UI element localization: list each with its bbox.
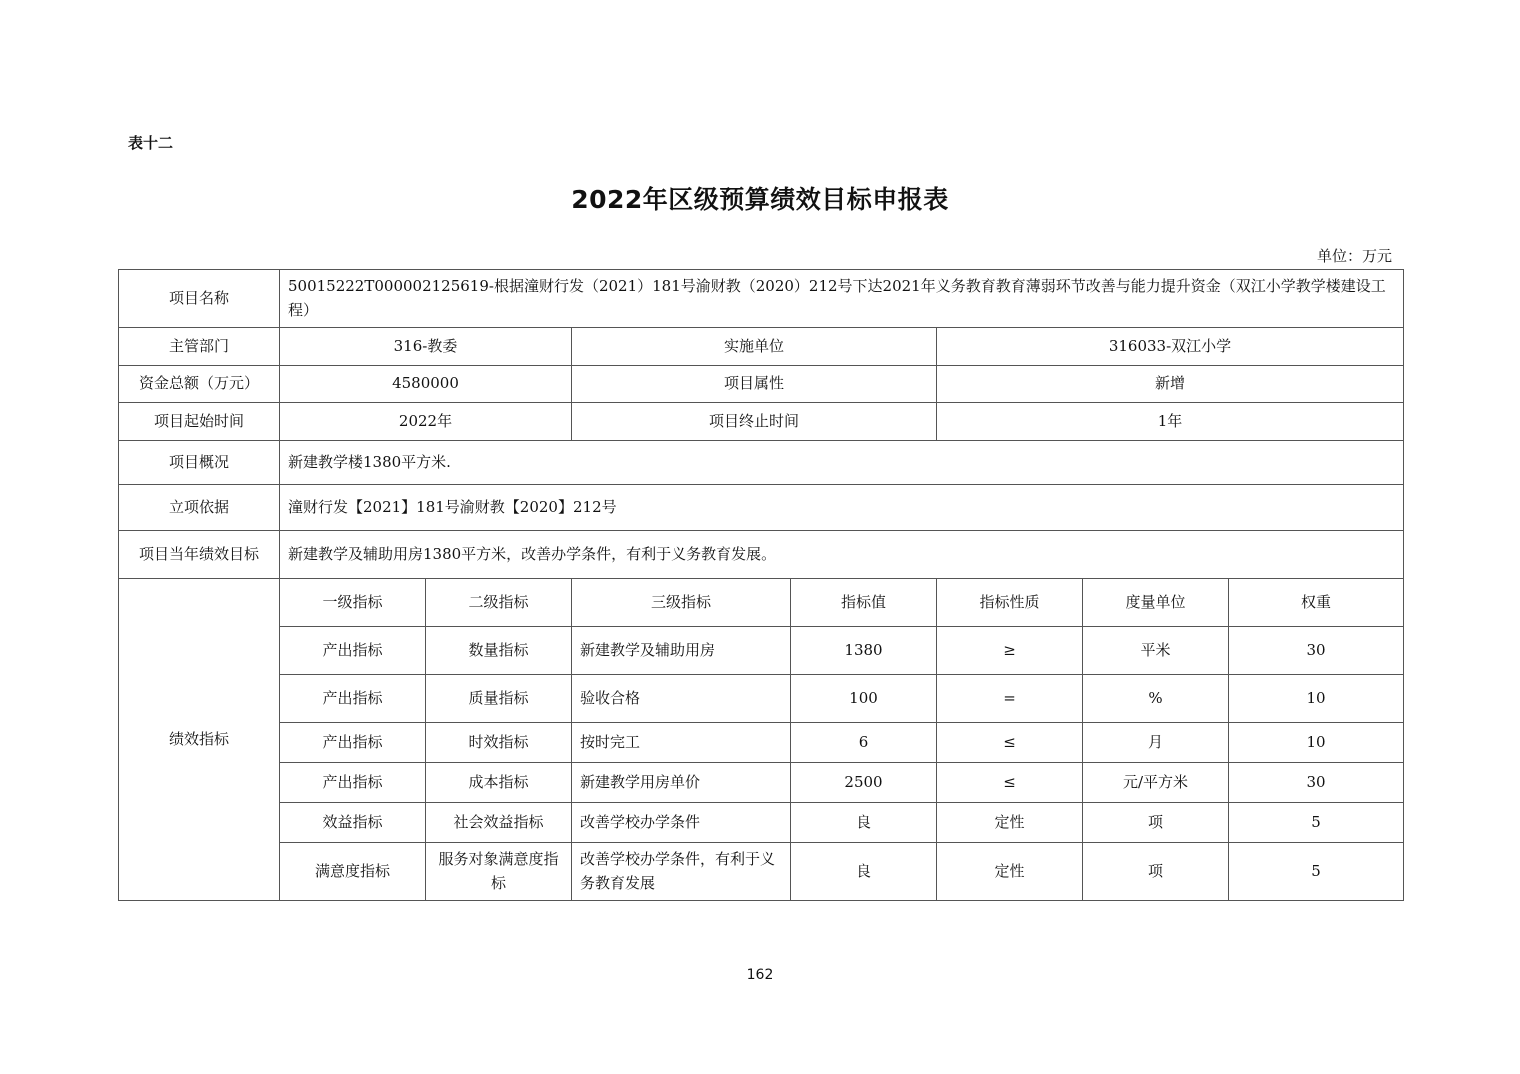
row-basis [119,485,1404,531]
unit-cell: % [1083,675,1229,723]
department-value: 316-教委 [280,328,572,366]
unit-cell: 元/平方米 [1083,763,1229,803]
nature-cell: ≥ [937,627,1083,675]
header-unit: 度量单位 [1083,579,1229,627]
row-project-name [119,270,1404,328]
start-time-value: 2022年 [280,403,572,441]
table-row [119,803,1404,843]
table-row [119,627,1404,675]
level2-cell: 数量指标 [426,627,572,675]
nature-cell: 定性 [937,843,1083,901]
annual-goal-value: 新建教学及辅助用房1380平方米，改善办学条件，有利于义务教育发展。 [280,531,1404,579]
weight-cell: 10 [1229,723,1404,763]
row-time [119,403,1404,441]
table-row [119,763,1404,803]
end-time-label: 项目终止时间 [572,403,937,441]
overview-label: 项目概况 [119,441,280,485]
fund-total-label: 资金总额（万元） [119,366,280,403]
level3-cell: 验收合格 [572,675,791,723]
project-name-value: 50015222T000002125619-根据潼财行发（2021）181号渝财教（2020）212号下达2021年义务教育教育薄弱环节改善与能力提升资金（双江小学教学楼建设工程） [280,270,1404,328]
level1-cell: 产出指标 [280,627,426,675]
header-nature: 指标性质 [937,579,1083,627]
indicators-section-label: 绩效指标 [119,579,280,901]
page-number: 162 [746,967,774,983]
weight-cell: 10 [1229,675,1404,723]
unit-cell: 平米 [1083,627,1229,675]
level1-cell: 效益指标 [280,803,426,843]
annual-goal-label: 项目当年绩效目标 [119,531,280,579]
row-department [119,328,1404,366]
value-cell: 1380 [791,627,937,675]
level2-cell: 质量指标 [426,675,572,723]
project-attribute-label: 项目属性 [572,366,937,403]
weight-cell: 5 [1229,843,1404,901]
start-time-label: 项目起始时间 [119,403,280,441]
project-attribute-value: 新增 [937,366,1404,403]
performance-target-table [118,269,1404,901]
table-row [119,675,1404,723]
nature-cell: 定性 [937,803,1083,843]
weight-cell: 30 [1229,627,1404,675]
table-row [119,723,1404,763]
overview-value: 新建教学楼1380平方米. [280,441,1404,485]
header-weight: 权重 [1229,579,1404,627]
level1-cell: 产出指标 [280,763,426,803]
weight-cell: 5 [1229,803,1404,843]
level3-cell: 按时完工 [572,723,791,763]
row-annual-goal [119,531,1404,579]
level1-cell: 产出指标 [280,675,426,723]
value-cell: 良 [791,843,937,901]
level3-cell: 改善学校办学条件，有利于义务教育发展 [572,843,791,901]
basis-label: 立项依据 [119,485,280,531]
project-name-label: 项目名称 [119,270,280,328]
header-value: 指标值 [791,579,937,627]
level1-cell: 满意度指标 [280,843,426,901]
nature-cell: ≤ [937,763,1083,803]
level3-cell: 改善学校办学条件 [572,803,791,843]
header-level2: 二级指标 [426,579,572,627]
unit-cell: 项 [1083,843,1229,901]
nature-cell: ≤ [937,723,1083,763]
department-label: 主管部门 [119,328,280,366]
level2-cell: 服务对象满意度指标 [426,843,572,901]
indicator-header-row [119,579,1404,627]
value-cell: 6 [791,723,937,763]
end-time-value: 1年 [937,403,1404,441]
header-level1: 一级指标 [280,579,426,627]
row-fund [119,366,1404,403]
table-row [119,843,1404,901]
basis-value: 潼财行发【2021】181号渝财教【2020】212号 [280,485,1404,531]
level1-cell: 产出指标 [280,723,426,763]
weight-cell: 30 [1229,763,1404,803]
header-level3: 三级指标 [572,579,791,627]
level2-cell: 时效指标 [426,723,572,763]
value-cell: 100 [791,675,937,723]
level3-cell: 新建教学及辅助用房 [572,627,791,675]
level2-cell: 社会效益指标 [426,803,572,843]
implementing-unit-label: 实施单位 [572,328,937,366]
implementing-unit-value: 316033-双江小学 [937,328,1404,366]
nature-cell: = [937,675,1083,723]
unit-label: 单位：万元 [1316,247,1392,265]
fund-total-value: 4580000 [280,366,572,403]
level3-cell: 新建教学用房单价 [572,763,791,803]
table-number-label: 表十二 [128,134,174,152]
row-overview [119,441,1404,485]
page-title: 2022年区级预算绩效目标申报表 [571,185,949,214]
unit-cell: 项 [1083,803,1229,843]
value-cell: 2500 [791,763,937,803]
unit-cell: 月 [1083,723,1229,763]
level2-cell: 成本指标 [426,763,572,803]
value-cell: 良 [791,803,937,843]
